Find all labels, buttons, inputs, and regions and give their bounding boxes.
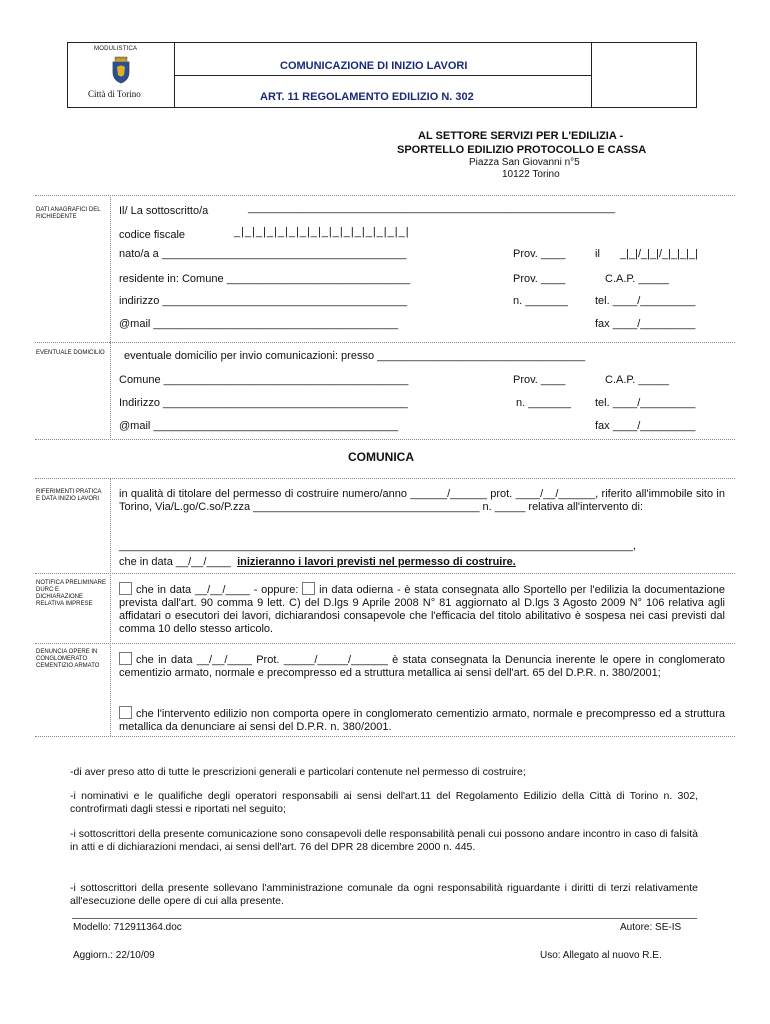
tax-code-label: codice fiscale bbox=[119, 229, 186, 241]
section-separator bbox=[35, 342, 110, 343]
addressee-line2: SPORTELLO EDILIZIO PROTOCOLLO E CASSA bbox=[397, 144, 647, 156]
addressee-city: 10122 Torino bbox=[502, 169, 560, 180]
section-separator bbox=[35, 195, 735, 196]
denuncia-option-1 bbox=[119, 652, 725, 680]
form-subtitle: ART. 11 REGOLAMENTO EDILIZIO N. 302 bbox=[260, 91, 474, 103]
author: Autore: SE-IS bbox=[620, 922, 682, 933]
denuncia-none-checkbox[interactable] bbox=[119, 706, 132, 719]
notification-section-label: NOTIFICA PRELIMINARE DURC E DICHIARAZIONE RELATIVA IMPRESE bbox=[36, 580, 107, 607]
address-field[interactable]: indirizzo ________________________________________ bbox=[119, 295, 408, 307]
update-date: Aggiorn.: 22/10/09 bbox=[73, 950, 155, 961]
section-separator bbox=[35, 573, 735, 574]
applicant-name-label: Il/ La sottoscritto/a bbox=[119, 205, 209, 217]
logo-cell bbox=[68, 43, 175, 107]
model-code: Modello: 712911364.doc bbox=[73, 922, 182, 933]
section-separator bbox=[110, 342, 735, 343]
fax-field[interactable]: fax ____/_________ bbox=[595, 318, 696, 330]
domicile-phone-field[interactable]: tel. ____/_________ bbox=[595, 397, 696, 409]
notification-text bbox=[119, 582, 725, 636]
domicile-province-field[interactable]: Prov. ____ bbox=[513, 374, 566, 386]
birthplace-field[interactable]: nato/a a ________________________________________ bbox=[119, 248, 407, 260]
domicile-presso-field[interactable]: eventuale domicilio per invio comunicazioni: presso __________________________________ bbox=[124, 350, 586, 362]
residence-cap-field[interactable]: C.A.P. _____ bbox=[605, 273, 670, 285]
reference-section-label: RIFERIMENTI PRATICA E DATA INIZIO LAVORI bbox=[36, 489, 102, 502]
birth-province-field[interactable]: Prov. ____ bbox=[513, 248, 566, 260]
birth-date-label: il bbox=[595, 248, 600, 260]
denuncia-section-label: DENUNCIA OPERE IN CONGLOMERATO CEMENTIZIO ARMATO bbox=[36, 649, 100, 669]
start-date-text[interactable]: che in data __/__/____ bbox=[119, 556, 231, 568]
form-header bbox=[67, 42, 697, 108]
notification-date-text: che in data __/__/____ - oppure: bbox=[136, 584, 303, 596]
applicant-section-label: DATI ANAGRAFICI DEL RICHIEDENTE bbox=[36, 207, 101, 220]
header-divider bbox=[174, 75, 592, 76]
footer-rule bbox=[72, 918, 697, 919]
domicile-email-field[interactable]: @mail ________________________________________ bbox=[119, 420, 399, 432]
empty-cell bbox=[591, 43, 696, 107]
domicile-fax-field[interactable]: fax ____/_________ bbox=[595, 420, 696, 432]
form-title: COMUNICAZIONE DI INIZIO LAVORI bbox=[280, 60, 468, 72]
declaration-item: -di aver preso atto di tutte le prescrizioni generali e particolari contenute nel permesso di costruire; bbox=[70, 766, 526, 778]
residence-field[interactable]: residente in: Comune ______________________________ bbox=[119, 273, 411, 285]
start-works-text: inizieranno i lavori previsti nel permesso di costruire. bbox=[237, 556, 516, 568]
address-number-field[interactable]: n. _______ bbox=[513, 295, 569, 307]
usage: Uso: Allegato al nuovo R.E. bbox=[540, 950, 662, 961]
comunica-heading: COMUNICA bbox=[348, 450, 414, 464]
declaration-item: -i sottoscrittori della presente comunicazione sono consapevoli delle responsabilità penali cui possono andare incontro in caso di falsità in atti e di dichiarazioni mendaci, ai sensi dell'art. 76 del DPR 28 dicembre 2000 n. 445. bbox=[70, 828, 698, 853]
residence-province-field[interactable]: Prov. ____ bbox=[513, 273, 566, 285]
tax-code-field[interactable]: _|_|_|_|_|_|_|_|_|_|_|_|_|_|_|_| bbox=[234, 226, 410, 238]
denuncia-filed-checkbox[interactable] bbox=[119, 652, 132, 665]
denuncia-option-2 bbox=[119, 706, 725, 734]
section-separator bbox=[35, 736, 735, 737]
intervention-field[interactable]: ____________________________________________________________________________________, bbox=[119, 540, 636, 552]
section-separator bbox=[35, 478, 735, 479]
denuncia-filed-text: che in data __/__/____ Prot. _____/_____/______ è stata consegnata la Denuncia inerente le opere in conglomerato cementizio armato, normale e precompresso ed a struttura metallica ai sensi dell'art. 65 del D.P.R. n. 380/2001; bbox=[119, 654, 725, 679]
domicile-section-label: EVENTUALE DOMICILIO bbox=[36, 350, 105, 356]
notification-date-checkbox[interactable] bbox=[119, 582, 132, 595]
email-field[interactable]: @mail ________________________________________ bbox=[119, 318, 399, 330]
domicile-number-field[interactable]: n. _______ bbox=[516, 397, 572, 409]
notification-today-checkbox[interactable] bbox=[302, 582, 315, 595]
city-name: Città di Torino bbox=[88, 89, 141, 99]
denuncia-none-text: che l'intervento edilizio non comporta opere in conglomerato cementizio armato, normale e precompresso ed a struttura metallica da denunciare ai sensi del D.P.R. n. 380/2001. bbox=[119, 708, 725, 733]
declaration-item: -i nominativi e le qualifiche degli operatori responsabili ai sensi dell'art.11 del Regolamento Edilizio della Città di Torino n. 302, controfirmati dagli stessi e riportati nel seguito; bbox=[70, 790, 698, 815]
addressee-line1: AL SETTORE SERVIZI PER L'EDILIZIA - bbox=[418, 130, 624, 142]
addressee-street: Piazza San Giovanni n°5 bbox=[469, 157, 580, 168]
column-divider bbox=[110, 195, 111, 440]
applicant-name-field[interactable]: ____________________________________________________________ bbox=[248, 202, 616, 214]
declaration-item: -i sottoscrittori della presente sollevano l'amministrazione comunale da ogni responsabilità riguardante i diritti di terzi relativamente all'esecuzione delle opere di cui alla presente. bbox=[70, 882, 698, 907]
city-crest-icon bbox=[110, 56, 132, 84]
domicile-comune-field[interactable]: Comune ________________________________________ bbox=[119, 374, 409, 386]
phone-field[interactable]: tel. ____/_________ bbox=[595, 295, 696, 307]
notification-today-text: in data odierna - è stata consegnata allo Sportello per l'edilizia la documentazione prevista dall'art. 90 comma 9 lett. C) del D.lgs 9 Aprile 2008 N° 81 aggiornato al D.lgs 3 Agosto 2009 N° 106 relativa agli affidatari o esecutori dei lavori, dichiarandosi consapevole che l'efficacia del titolo abilitativo è sospesa nei casi previsti dal comma 10 dello stesso articolo. bbox=[119, 584, 725, 635]
column-divider bbox=[110, 478, 111, 736]
section-separator bbox=[35, 439, 735, 440]
birth-date-field[interactable]: _|_|/_|_|/_|_|_|_| bbox=[620, 248, 698, 260]
domicile-address-field[interactable]: Indirizzo ________________________________________ bbox=[119, 397, 408, 409]
section-separator bbox=[35, 643, 735, 644]
start-date-field[interactable] bbox=[119, 556, 516, 568]
modulistica-label: MODULISTICA bbox=[94, 46, 138, 52]
permit-reference-text[interactable]: in qualità di titolare del permesso di costruire numero/anno ______/______ prot. ____/__/______, riferito all'immobile sito in Torino, Via/L.go/C.so/P.zza _____________________________________ n. _____ relativa all'intervento di: bbox=[119, 488, 725, 513]
domicile-cap-field[interactable]: C.A.P. _____ bbox=[605, 374, 670, 386]
